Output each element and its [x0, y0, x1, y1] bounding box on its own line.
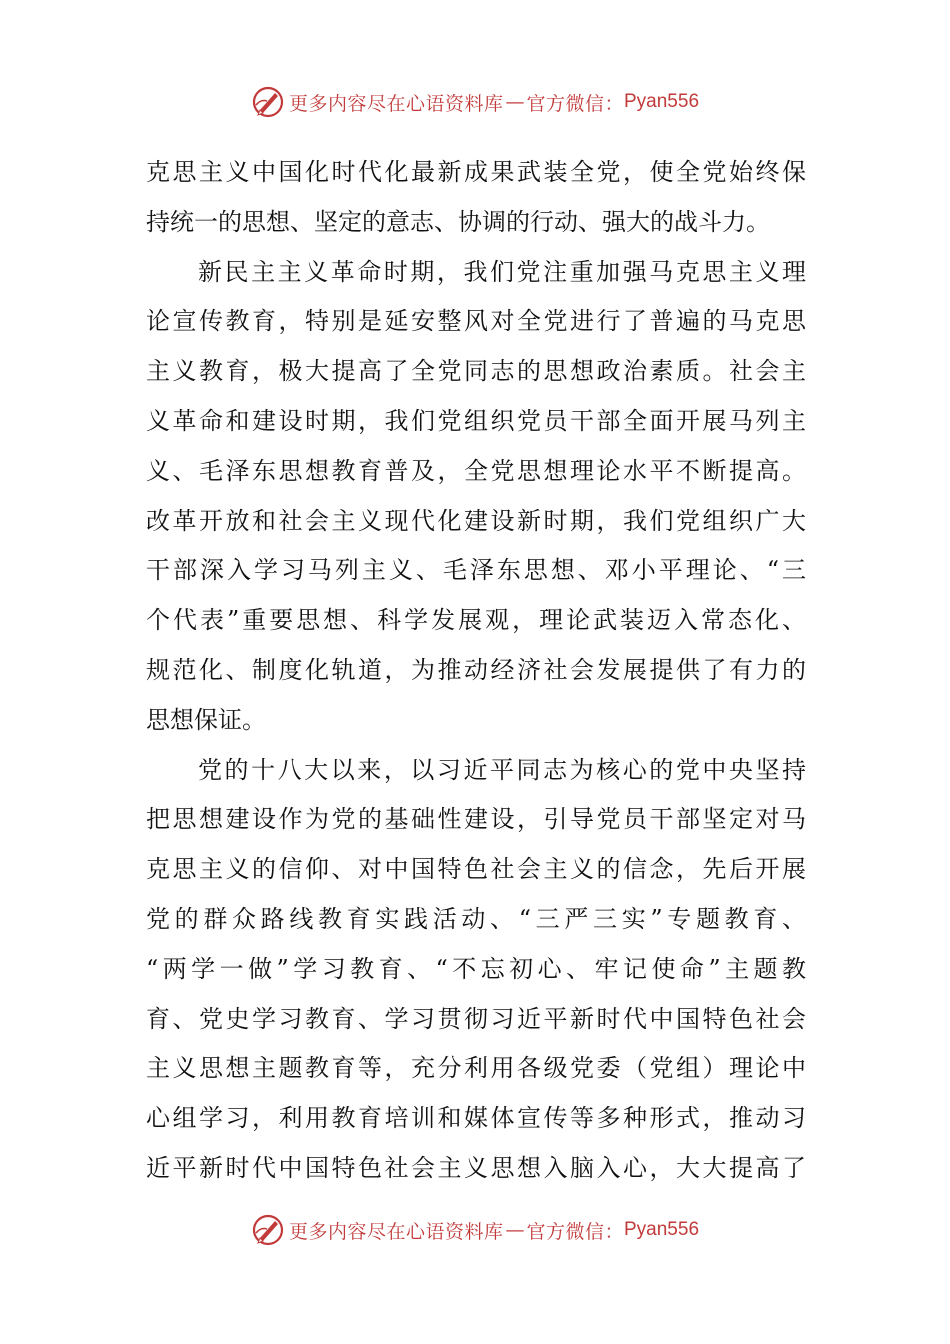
text-line: 改革开放和社会主义现代化建设新时期，我们党组织广大 — [146, 506, 806, 535]
text-line: 思想保证。 — [146, 705, 266, 734]
text-line: 克思主义的信仰、对中国特色社会主义的信念，先后开展 — [146, 855, 806, 884]
header-banner — [0, 82, 950, 122]
text-line: 义革命和建设时期，我们党组织党员干部全面开展马列主 — [146, 406, 806, 435]
header-brand: 更多内容尽在心语资料库 — [288, 92, 504, 115]
text-line: 把思想建设作为党的基础性建设，引导党员干部坚定对马 — [146, 805, 806, 834]
text-line: 党的群众路线教育实践活动、“三严三实”专题教育、 — [146, 904, 806, 933]
text-line: 近平新时代中国特色社会主义思想入脑入心，大大提高了 — [146, 1153, 806, 1182]
header-separator: — — [505, 91, 525, 113]
text-line: 党的十八大以来，以习近平同志为核心的党中央坚持 — [198, 755, 806, 784]
text-line: 新民主主义革命时期，我们党注重加强马克思主义理 — [198, 257, 806, 286]
footer-brand: 更多内容尽在心语资料库 — [288, 1220, 504, 1243]
header-label: 官方微信： — [526, 92, 624, 115]
text-line: 克思主义中国化时代化最新成果武装全党，使全党始终保 — [146, 158, 806, 186]
footer-banner — [0, 1210, 950, 1250]
text-line: 干部深入学习马列主义、毛泽东思想、邓小平理论、“三 — [146, 556, 806, 585]
text-line: 持统一的思想、坚定的意志、协调的行动、强大的战斗力。 — [146, 207, 770, 236]
text-line: 育、党史学习教育、学习贯彻习近平新时代中国特色社会 — [146, 1004, 806, 1033]
footer-label: 官方微信： — [526, 1220, 624, 1243]
text-line: 个代表”重要思想、科学发展观，理论武装迈入常态化、 — [146, 606, 806, 635]
document-body — [146, 148, 806, 1194]
text-line: “两学一做”学习教育、“不忘初心、牢记使命”主题教 — [146, 954, 806, 983]
text-line: 义、毛泽东思想教育普及，全党思想理论水平不断提高。 — [146, 456, 806, 485]
text-line: 论宣传教育，特别是延安整风对全党进行了普遍的马克思 — [146, 307, 806, 336]
header-account: Pyan556 — [624, 91, 700, 112]
text-line: 主义教育，极大提高了全党同志的思想政治素质。社会主 — [146, 357, 806, 386]
text-line: 心组学习，利用教育培训和媒体宣传等多种形式，推动习 — [146, 1104, 806, 1133]
footer-account: Pyan556 — [624, 1219, 700, 1240]
text-line: 主义思想主题教育等，充分利用各级党委（党组）理论中 — [146, 1054, 806, 1083]
pen-logo-icon — [251, 85, 285, 119]
pen-logo-icon — [251, 1213, 285, 1247]
footer-separator: — — [505, 1219, 525, 1241]
text-line: 规范化、制度化轨道，为推动经济社会发展提供了有力的 — [146, 655, 806, 684]
